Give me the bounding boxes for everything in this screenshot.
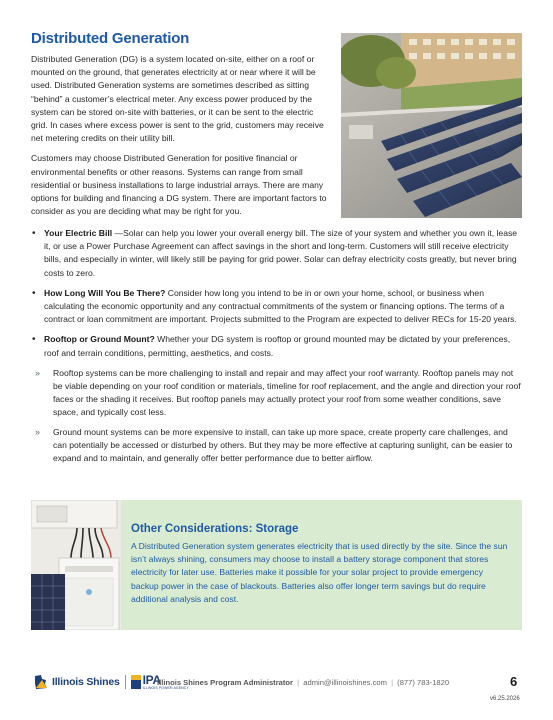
page-title: Distributed Generation [31, 30, 190, 47]
bullet-marker: • [32, 334, 36, 346]
bullet-heading: Your Electric Bill [44, 228, 113, 238]
considerations-list [31, 227, 521, 471]
ipa-flag-icon [131, 675, 141, 689]
footer-separator: | [297, 678, 300, 687]
bullet-text: Consider how long you intend to be in or own your home, school, or business when calculating the economic opportunity and any contractual commitments of the system or financing options. The terms of a contract or loan commitment are important. Projects submitted to the Program are expected to deliver RECs for 15-20 years. [44, 287, 517, 325]
storage-callout [31, 500, 522, 630]
footer-phone: (877) 783-1820 [397, 678, 450, 687]
illinois-sun-icon [33, 674, 49, 690]
bullet-rooftop-ground [31, 333, 521, 359]
intro-section [31, 53, 331, 225]
bullet-text: Whether your DG system is rooftop or ground mounted may be dictated by your preferences, roof and terrain conditions, permitting, aesthetics, and costs. [44, 334, 511, 358]
ipa-subtitle: ILLINOIS POWER AGENCY [142, 685, 189, 690]
bullet-marker: • [32, 228, 36, 239]
bullet-heading: Rooftop or Ground Mount? [44, 334, 155, 345]
bullet-how-long [31, 287, 521, 327]
subpoint-ground-mount [31, 426, 521, 466]
footer-email[interactable]: admin@illinoishines.com [303, 678, 387, 687]
ipa-wordmark: IPA [142, 672, 161, 687]
storage-text: A Distributed Generation system generates electricity that is used directly by the site. Since the sun isn’t always shining, consumers may choose to install a battery storage component that stores electricity for later use. Batteries make it possible for your solar project to provide emergency backup power in the case of blackouts. Batteries also offer longer term savings but do require additional analysis and cost. [131, 541, 508, 604]
footer-admin: Illinois Shines Program Administrator [157, 678, 294, 687]
footer-separator: | [391, 678, 394, 687]
storage-heading: Other Considerations: Storage [131, 523, 299, 535]
subpoint-marker: » [35, 426, 41, 437]
illinois-shines-wordmark: Illinois Shines [52, 676, 120, 688]
subpoint-rooftop [31, 367, 521, 420]
version-label: v6.25.2026 [490, 696, 520, 702]
footer-contact [157, 678, 449, 687]
subpoint-marker: » [35, 367, 41, 378]
subpoint-text: Ground mount systems can be more expensive to install, can take up more space, create property care challenges, and can potentially be accessed or disturbed by others. But they may be more effective at capturing sunlight, can be easier to expand and to maintain, and generally offer better performance due to better airflow. [53, 426, 513, 464]
logo-divider [125, 675, 126, 689]
subpoint-text: Rooftop systems can be more challenging to install and repair and may affect your roof warranty. Rooftop panels may not be viable depending on your roof condition or materials, timeline for roof replacement, and the angle and direction your roof faces or the shading it receives. But rooftop panels may actually protect your roof from some weather conditions, save space, and typically cost less. [53, 367, 521, 418]
bullet-heading: How Long Will You Be There? [44, 287, 166, 298]
rooftop-solar-photo [341, 33, 522, 218]
bullet-text: —Solar can help you lower your overall energy bill. The size of your system and whether you own it, lease it, or use a Power Purchase Agreement can affect savings in the short and long-term. Customers will still receive electricity bills, and especially in winter, will likely still be paying for grid power. Solar can defray electricity costs greatly, but never bring costs to zero. [44, 228, 518, 278]
illinois-shines-logo [33, 674, 120, 690]
intro-paragraph-2: Customers may choose Distributed Generation for positive financial or environmental benefits or other reasons. Systems can range from small residential or business installations to large industrial arrays. There are many options for building and financing a DG system. There are important factors to consider as you are deciding what may be right for you. [31, 153, 327, 217]
page-number: 6 [510, 674, 518, 689]
bullet-electric-bill [31, 227, 521, 280]
intro-paragraph-1: Distributed Generation (DG) is a system located on-site, either on a roof or mounted on the ground, that generates electricity at or near where it will be used. Distributed Generation systems are sometimes described as sitting “behind” a customer’s electrical meter. Any excess power produced by the system can be stored on-site with batteries, or it can be sent to the electric grid. In cases where excess power is sent to the grid, customers may receive net metering credits on their utility bill. [31, 54, 324, 144]
bullet-marker: • [32, 287, 36, 299]
battery-storage-photo [31, 500, 121, 630]
